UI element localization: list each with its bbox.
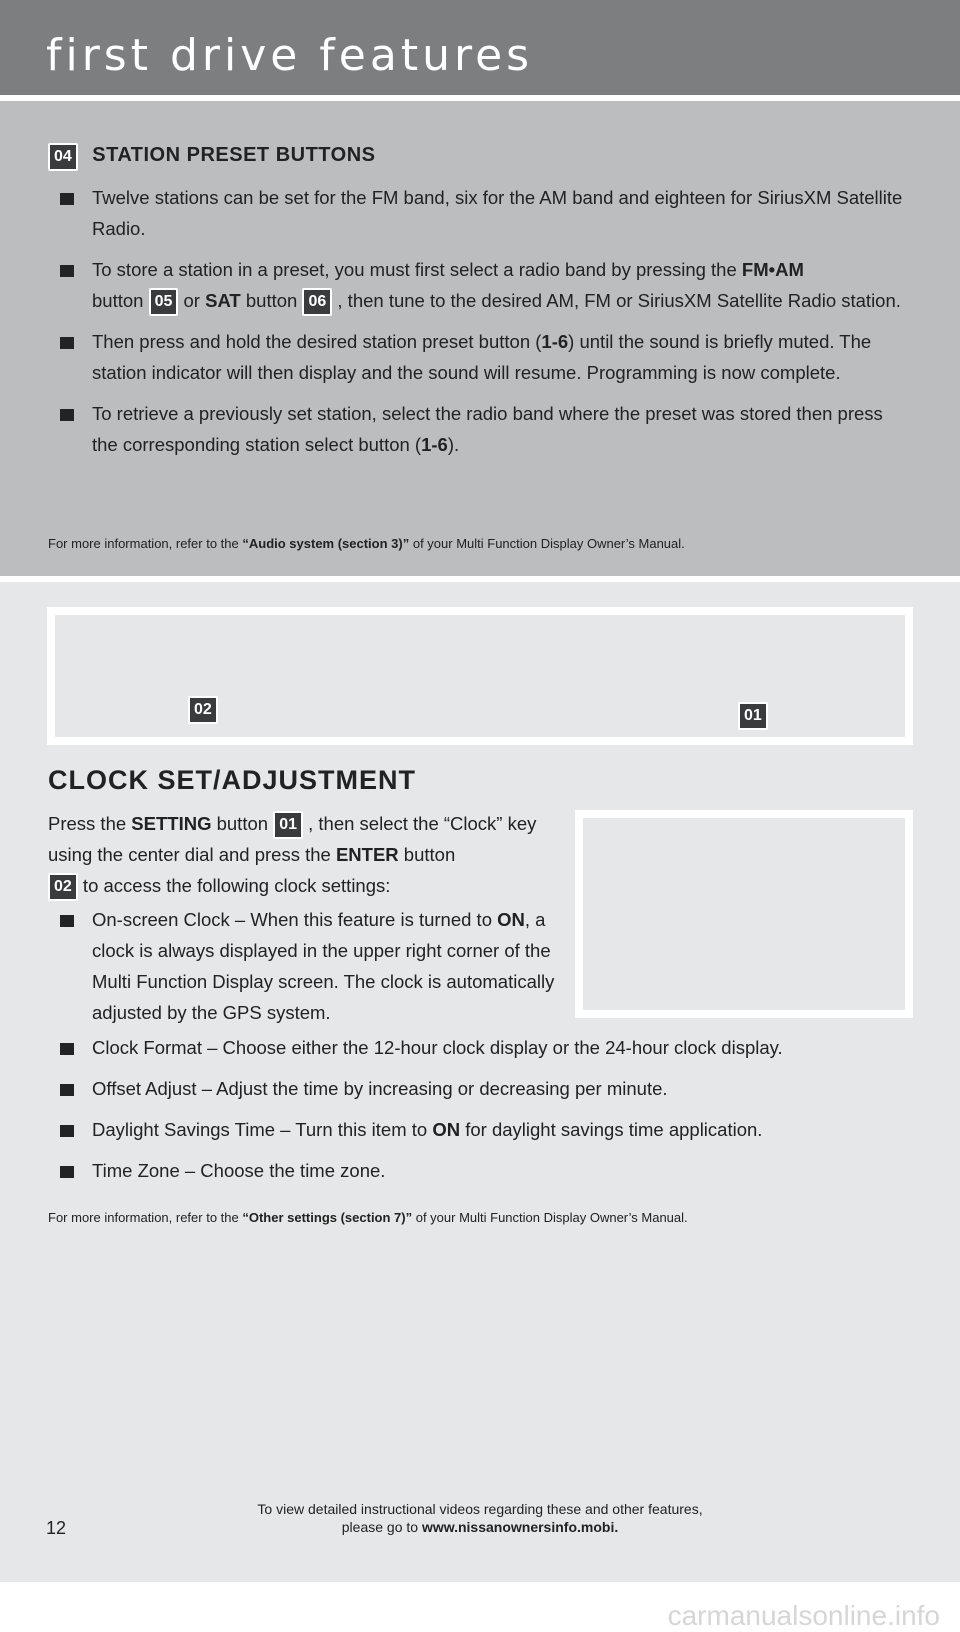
list-item: Twelve stations can be set for the FM band, six for the AM band and eighteen for SiriusXM Satellite Radio.: [48, 182, 908, 244]
list-item: Time Zone – Choose the time zone.: [48, 1155, 918, 1186]
callout-badge-06: 06: [302, 288, 332, 316]
page-title: first drive features: [46, 30, 534, 81]
list-item: Daylight Savings Time – Turn this item to ON for daylight savings time application.: [48, 1114, 918, 1145]
setting-label: SETTING: [131, 813, 212, 834]
station-bullet-list: [48, 182, 908, 470]
station-footnote: For more information, refer to the “Audio system (section 3)” of your Multi Function Display Owner’s Manual.: [48, 536, 685, 551]
list-item: To retrieve a previously set station, select the radio band where the preset was stored then press the corresponding station select button (1-6).: [48, 398, 908, 460]
control-panel-image: [47, 607, 913, 745]
callout-badge-05: 05: [149, 288, 179, 316]
watermark: carmanualsonline.info: [667, 1600, 940, 1631]
callout-badge-02: 02: [188, 696, 218, 724]
station-heading: STATION PRESET BUTTONS: [92, 144, 376, 167]
list-item: Clock Format – Choose either the 12-hour clock display or the 24-hour clock display.: [48, 1032, 918, 1063]
fm-am-label: FM•AM: [741, 259, 804, 280]
clock-intro: Press the SETTING button 01 , then select the “Clock” key using the center dial and press the ENTER button 02 to access the following clock settings:: [48, 808, 568, 901]
list-item: To store a station in a preset, you must first select a radio band by pressing the FM•AM button 05 or SAT button 06 , then tune to the desired AM, FM or SiriusXM Satellite Radio station.: [48, 254, 908, 316]
callout-badge-01: 01: [738, 702, 768, 730]
clock-bullet-list-top: [48, 904, 568, 1038]
callout-badge-02-inline: 02: [48, 873, 78, 901]
list-item: On-screen Clock – When this feature is turned to ON, a clock is always displayed in the upper right corner of the Multi Function Display screen. The clock is automatically adjusted by the GPS system.: [48, 904, 568, 1028]
footer-text: To view detailed instructional videos regarding these and other features, please go to www.nissanownersinfo.mobi.: [257, 1501, 703, 1535]
clock-heading: CLOCK SET/ADJUSTMENT: [48, 765, 417, 795]
footer-link[interactable]: www.nissanownersinfo.mobi.: [421, 1519, 619, 1535]
clock-bullet-list: [48, 1032, 918, 1196]
station-heading-row: [48, 143, 928, 171]
callout-badge-04: 04: [48, 143, 78, 171]
enter-label: ENTER: [335, 844, 399, 866]
clock-footnote: For more information, refer to the “Other settings (section 7)” of your Multi Function Display Owner’s Manual.: [48, 1210, 688, 1225]
page-number: 12: [46, 1518, 67, 1538]
list-item: Offset Adjust – Adjust the time by increasing or decreasing per minute.: [48, 1073, 918, 1104]
clock-screen-image: [575, 810, 913, 1018]
callout-badge-01-inline: 01: [273, 811, 303, 839]
list-item: Then press and hold the desired station preset button (1-6) until the sound is briefly muted. The station indicator will then display and the sound will resume. Programming is now complete.: [48, 326, 908, 388]
sat-label: SAT: [205, 290, 241, 311]
